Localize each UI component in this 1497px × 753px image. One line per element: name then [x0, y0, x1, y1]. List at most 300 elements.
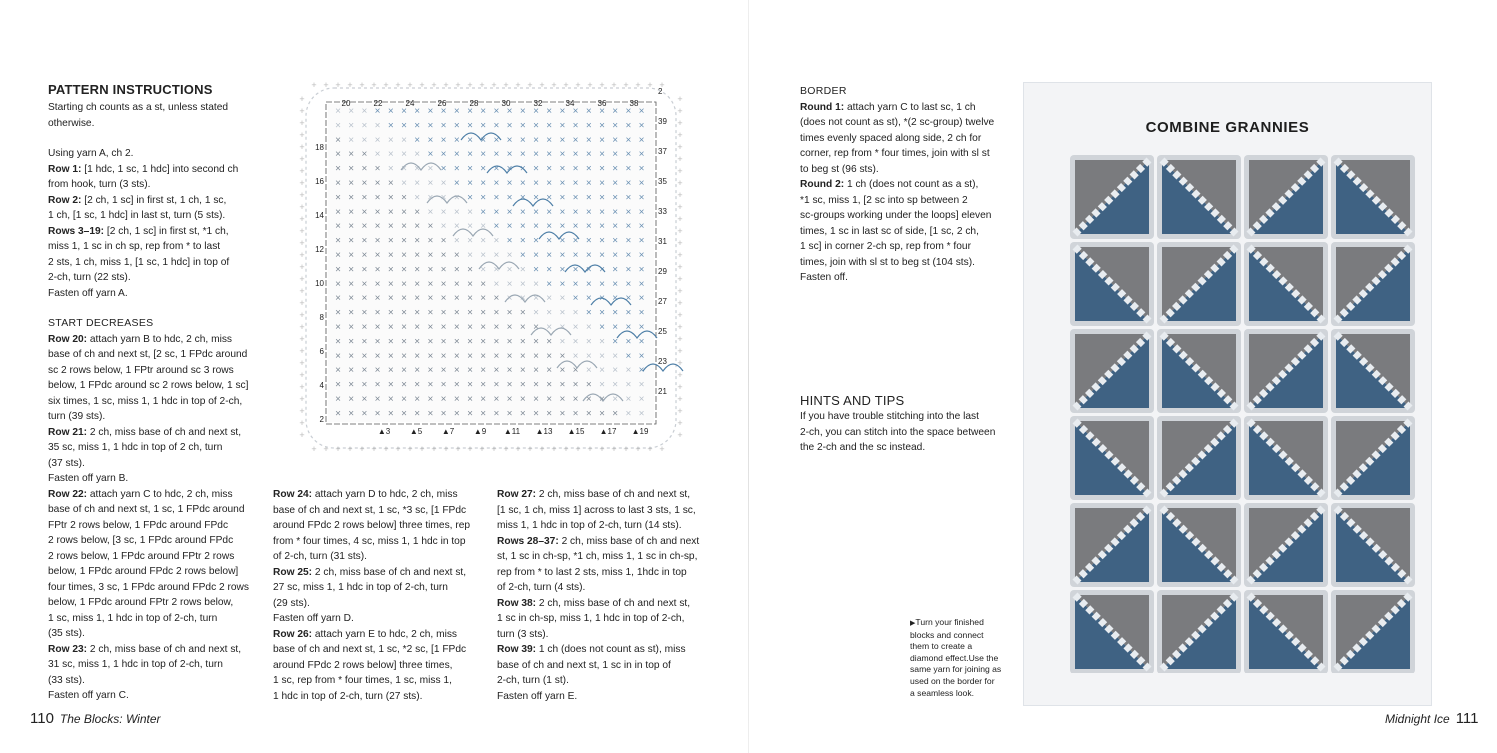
- stitch-symbol: ×: [533, 221, 539, 233]
- stitch-symbol: ×: [335, 106, 341, 117]
- caption-line: ▶Turn your finished: [910, 617, 984, 627]
- chart-row-label: 26: [437, 99, 447, 108]
- stitch-symbol: ×: [493, 408, 500, 420]
- stitch-symbol: ×: [453, 120, 460, 132]
- stitch-symbol: ×: [361, 408, 368, 420]
- instruction-line: [497, 596, 717, 612]
- stitch-symbol: ×: [374, 322, 381, 333]
- chart-row-label: 25: [658, 327, 667, 336]
- stitch-symbol: ×: [414, 350, 421, 362]
- stitch-symbol: ×: [427, 149, 434, 161]
- stitch-symbol: ×: [546, 235, 553, 247]
- stitch-symbol: ×: [638, 322, 645, 333]
- row-text: 1 sc, miss 1, 1 hdc in top of 2-ch, turn: [48, 612, 218, 624]
- row-text: 2 rows below, [3 sc, 1 FPdc around FPdc: [48, 535, 234, 546]
- stitch-symbol: ×: [414, 394, 421, 405]
- stitch-symbol: ×: [387, 336, 394, 348]
- stitch-symbol: ×: [453, 278, 460, 290]
- border-stitch: +: [677, 418, 683, 428]
- stitch-symbol: ×: [506, 408, 513, 420]
- stitch-symbol: ×: [493, 350, 500, 362]
- row-text: 2 ch, miss base of ch and next st,: [312, 566, 467, 578]
- stitch-symbol: ×: [506, 350, 513, 362]
- row-text: (29 sts).: [273, 597, 310, 609]
- chart-row-label: 10: [315, 279, 324, 288]
- stitch-symbol: ×: [348, 120, 355, 132]
- stitch-symbol: ×: [546, 365, 553, 377]
- stitch-symbol: ×: [401, 365, 407, 377]
- row-label: Row 23:: [48, 643, 88, 655]
- instruction-line: [48, 487, 263, 503]
- row-text: 1 sc, rep from * four times, 1 sc, miss 1,: [273, 675, 452, 686]
- stitch-symbol: ×: [401, 379, 407, 391]
- row-text: 2 sts, 1 ch, miss 1, [1 sc, 1 hdc] in top of: [48, 256, 230, 268]
- stitch-symbol: ×: [414, 163, 421, 175]
- stitch-symbol: ×: [467, 336, 473, 348]
- row-text: 2 rows below, 1 FPdc around FPtr 2 rows: [48, 550, 235, 562]
- stitch-symbol: ×: [335, 178, 341, 189]
- stitch-symbol: ×: [401, 163, 407, 175]
- chart-row-label: 27: [658, 297, 667, 306]
- stitch-symbol: ×: [427, 120, 434, 132]
- stitch-symbol: ×: [335, 379, 341, 391]
- stitch-symbol: ×: [533, 365, 539, 377]
- stitch-symbol: ×: [374, 307, 381, 319]
- border-stitch: +: [299, 142, 305, 152]
- border-stitch: +: [623, 80, 629, 90]
- stitch-symbol: ×: [638, 278, 645, 290]
- border-stitch: +: [677, 382, 683, 392]
- stitch-symbol: ×: [374, 235, 381, 247]
- pattern-instructions-column: [48, 82, 263, 704]
- stitch-symbol: ×: [453, 365, 460, 377]
- stitch-symbol: ×: [348, 394, 355, 405]
- stitch-symbol: ×: [638, 293, 645, 305]
- row-label: Row 38:: [497, 597, 537, 609]
- stitch-symbol: ×: [519, 206, 526, 218]
- stitch-symbol: ×: [585, 350, 592, 362]
- stitch-symbol: ×: [414, 221, 421, 233]
- stitch-symbol: ×: [387, 322, 394, 333]
- stitch-symbol: ×: [427, 322, 434, 333]
- instruction-line: [48, 425, 263, 441]
- stitch-symbol: ×: [387, 163, 394, 175]
- stitch-symbol: ×: [493, 163, 500, 175]
- row-text: *1 sc, miss 1, [2 sc into sp between 2: [800, 194, 968, 206]
- border-stitch: +: [467, 80, 473, 90]
- stitch-symbol: ×: [519, 278, 526, 290]
- instruction-line: [48, 456, 263, 472]
- stitch-symbol: ×: [519, 394, 526, 405]
- row-text: attach yarn E to hdc, 2 ch, miss: [312, 628, 458, 640]
- stitch-symbol: ×: [374, 206, 381, 218]
- stitch-symbol: ×: [612, 149, 619, 161]
- stitch-symbol: ×: [638, 106, 645, 117]
- stitch-symbol: ×: [401, 206, 407, 218]
- stitch-symbol: ×: [519, 120, 526, 132]
- stitch-symbol: ×: [414, 365, 421, 377]
- border-stitch: +: [677, 358, 683, 368]
- stitch-symbol: ×: [625, 178, 632, 189]
- instruction-line: [48, 177, 263, 193]
- instruction-line: [48, 378, 263, 394]
- row-text: below, 1 FPdc around FPdc 2 rows below]: [48, 566, 239, 577]
- stitch-symbol: ×: [387, 394, 394, 405]
- instruction-line: [48, 363, 263, 379]
- stitch-symbol: ×: [612, 293, 619, 305]
- instruction-line: [48, 688, 263, 704]
- stitch-symbol: ×: [335, 149, 341, 161]
- row-text: 2 ch, miss base of ch and next st,: [536, 597, 691, 609]
- border-stitch: +: [539, 80, 545, 90]
- stitch-symbol: ×: [533, 307, 539, 319]
- row-text: (does not count as st), *(2 sc-group) twelve: [800, 117, 995, 128]
- row-text: st, 1 sc in ch-sp, *1 ch, miss 1, 1 sc in ch-sp,: [497, 551, 698, 562]
- stitch-symbol: ×: [572, 408, 579, 420]
- border-stitch: +: [395, 444, 401, 454]
- border-stitch: +: [383, 444, 389, 454]
- border-stitch: +: [527, 80, 533, 90]
- row-text: 2 ch, miss base of ch and next st,: [87, 643, 242, 655]
- stitch-symbol: ×: [546, 106, 553, 117]
- stitch-symbol: ×: [348, 149, 355, 161]
- border-stitch: +: [677, 322, 683, 332]
- stitch-symbol: ×: [440, 106, 447, 117]
- stitch-symbol: ×: [480, 206, 487, 218]
- stitch-symbol: ×: [414, 379, 421, 391]
- stitch-symbol: ×: [427, 336, 434, 348]
- row-text: 1 hdc in top of 2-ch, turn (27 sts).: [273, 690, 423, 702]
- chart-row-label: ▲19: [631, 427, 649, 436]
- stitch-symbol: ×: [440, 394, 447, 405]
- stitch-symbol: ×: [414, 235, 421, 247]
- instruction-line: [800, 270, 1015, 286]
- stitch-symbol: ×: [572, 379, 579, 391]
- stitch-symbol: ×: [480, 149, 487, 161]
- chart-row-label: 18: [315, 143, 324, 152]
- stitch-symbol: ×: [638, 408, 645, 420]
- row-text: 2-ch, turn (1 st).: [497, 675, 569, 686]
- stitch-symbol: ×: [480, 250, 487, 261]
- border-stitch: +: [677, 370, 683, 380]
- stitch-symbol: ×: [599, 394, 605, 405]
- row-text: (37 sts).: [48, 457, 85, 469]
- stitch-symbol: ×: [612, 120, 619, 132]
- row-text: Fasten off yarn E.: [497, 690, 578, 702]
- row-text: Fasten off yarn B.: [48, 473, 129, 484]
- stitch-symbol: ×: [572, 350, 579, 362]
- chart-row-label: 23: [658, 357, 667, 366]
- row-text: from hook, turn (3 sts).: [48, 179, 151, 190]
- stitch-symbol: ×: [361, 206, 368, 218]
- stitch-symbol: ×: [348, 365, 355, 377]
- chart-row-label: 35: [658, 177, 667, 186]
- stitch-symbol: ×: [453, 350, 460, 362]
- instruction-line: [48, 162, 263, 178]
- stitch-symbol: ×: [414, 250, 421, 261]
- stitch-symbol: ×: [387, 365, 394, 377]
- stitch-symbol: ×: [427, 192, 434, 204]
- stitch-symbol: ×: [467, 221, 473, 233]
- stitch-symbol: ×: [506, 163, 513, 175]
- instruction-line: [48, 270, 263, 286]
- border-stitch: +: [371, 80, 377, 90]
- stitch-symbol: ×: [546, 336, 553, 348]
- stitch-symbol: ×: [493, 307, 500, 319]
- stitch-symbol: ×: [361, 322, 368, 333]
- row-text: Starting ch counts as a st, unless stated: [48, 102, 229, 113]
- border-stitch: +: [299, 322, 305, 332]
- border-stitch: +: [677, 202, 683, 212]
- instruction-line: [497, 487, 717, 503]
- stitch-symbol: ×: [533, 394, 539, 405]
- left-folio: [30, 710, 161, 727]
- border-stitch: +: [587, 444, 593, 454]
- stitch-symbol: ×: [387, 235, 394, 247]
- stitch-symbol: ×: [559, 379, 566, 391]
- stitch-symbol: ×: [480, 178, 487, 189]
- stitch-symbol: ×: [559, 221, 566, 233]
- stitch-symbol: ×: [572, 336, 579, 348]
- stitch-symbol: ×: [599, 120, 605, 132]
- row-text: below, 1 FPdc around sc 2 rows below, 1 sc]: [48, 380, 249, 391]
- chart-row-label: ▲9: [473, 427, 487, 436]
- stitch-symbol: ×: [440, 350, 447, 362]
- stitch-symbol: ×: [335, 206, 341, 218]
- stitch-symbol: ×: [361, 192, 368, 204]
- stitch-symbol: ×: [453, 307, 460, 319]
- border-stitch: +: [299, 430, 305, 440]
- stitch-symbol: ×: [506, 379, 513, 391]
- instruction-line: [497, 627, 717, 643]
- stitch-symbol: ×: [612, 408, 619, 420]
- stitch-symbol: ×: [467, 235, 473, 247]
- row-text: around FPdc 2 rows below] three times, rep: [273, 520, 471, 531]
- chart-row-label: ▲11: [503, 427, 521, 436]
- row-text: base of ch and next st, 1 sc, *3 sc, [1 FPdc: [273, 504, 467, 516]
- stitch-symbol: ×: [361, 336, 368, 348]
- border-stitch: +: [677, 334, 683, 344]
- stitch-symbol: ×: [348, 178, 355, 189]
- stitch-symbol: ×: [638, 134, 645, 146]
- stitch-symbol: ×: [348, 134, 355, 146]
- border-stitch: +: [431, 444, 437, 454]
- border-stitch: +: [299, 178, 305, 188]
- stitch-symbol: ×: [533, 350, 539, 362]
- stitch-symbol: ×: [401, 134, 407, 146]
- stitch-symbol: ×: [427, 221, 434, 233]
- photo-title: COMBINE GRANNIES: [1145, 119, 1310, 136]
- stitch-symbol: ×: [440, 307, 447, 319]
- stitch-symbol: ×: [361, 235, 368, 247]
- border-stitch: +: [677, 118, 683, 128]
- stitch-symbol: ×: [453, 394, 460, 405]
- border-stitch: +: [491, 444, 497, 454]
- border-stitch: +: [299, 274, 305, 284]
- stitch-symbol: ×: [401, 278, 407, 290]
- instruction-line: [48, 642, 263, 658]
- stitch-symbol: ×: [335, 192, 341, 204]
- border-stitch: +: [299, 406, 305, 416]
- stitch-symbol: ×: [374, 120, 381, 132]
- stitch-symbol: ×: [625, 221, 632, 233]
- border-stitch: +: [299, 298, 305, 308]
- instruction-line: [48, 471, 263, 487]
- stitch-symbol: ×: [612, 250, 619, 261]
- row-text: of 2-ch, turn (31 sts).: [273, 551, 367, 562]
- border-stitch: +: [443, 80, 449, 90]
- stitch-symbol: ×: [348, 250, 355, 261]
- chart-row-label: 31: [658, 237, 667, 246]
- stitch-symbol: ×: [612, 134, 619, 146]
- stitch-symbol: ×: [506, 106, 513, 117]
- stitch-symbol: ×: [585, 379, 592, 391]
- stitch-symbol: ×: [625, 322, 632, 333]
- stitch-symbol: ×: [559, 365, 566, 377]
- border-stitch: +: [677, 106, 683, 116]
- stitch-symbol: ×: [348, 322, 355, 333]
- stitch-symbol: ×: [440, 178, 447, 189]
- stitch-symbol: ×: [348, 408, 355, 420]
- border-stitch: +: [299, 382, 305, 392]
- stitch-symbol: ×: [467, 192, 473, 204]
- instruction-line: [48, 100, 263, 116]
- stitch-symbol: ×: [559, 408, 566, 420]
- stitch-symbol: ×: [638, 350, 645, 362]
- row-label: Round 1:: [800, 101, 845, 113]
- chart-row-label: ▲7: [441, 427, 455, 436]
- border-stitch: +: [503, 444, 509, 454]
- instruction-line: [48, 394, 263, 410]
- stitch-symbol: ×: [519, 250, 526, 261]
- stitch-symbol: ×: [348, 163, 355, 175]
- stitch-symbol: ×: [440, 293, 447, 305]
- stitch-symbol: ×: [361, 250, 368, 261]
- stitch-symbol: ×: [585, 278, 592, 290]
- stitch-symbol: ×: [387, 293, 394, 305]
- instruction-line: [800, 255, 1015, 271]
- instruction-line: [48, 549, 263, 565]
- stitch-symbol: ×: [546, 394, 553, 405]
- stitch-symbol: ×: [546, 278, 553, 290]
- chart-row-label: 28: [469, 99, 479, 108]
- stitch-symbol: ×: [348, 192, 355, 204]
- stitch-symbol: ×: [625, 134, 632, 146]
- stitch-symbol: ×: [625, 278, 632, 290]
- stitch-symbol: ×: [625, 365, 632, 377]
- stitch-symbol: ×: [361, 264, 368, 276]
- row-text: 2 ch, miss base of ch and next st,: [536, 489, 691, 500]
- stitch-symbol: ×: [361, 293, 368, 305]
- border-stitch: +: [455, 444, 461, 454]
- stitch-symbol: ×: [533, 134, 539, 146]
- stitch-symbol: ×: [387, 278, 394, 290]
- stitch-symbol: ×: [493, 336, 500, 348]
- stitch-symbol: ×: [493, 250, 500, 261]
- row-text: [2 ch, 1 sc] in first st, *1 ch,: [104, 225, 229, 237]
- stitch-symbol: ×: [374, 106, 381, 117]
- stitch-symbol: ×: [638, 206, 645, 218]
- stitch-symbol: ×: [414, 206, 421, 218]
- row-text: Fasten off.: [800, 272, 848, 283]
- instruction-line: [800, 409, 1015, 425]
- stitch-symbol: ×: [374, 149, 381, 161]
- stitch-symbol: ×: [387, 192, 394, 204]
- instruction-line: [48, 146, 263, 162]
- border-stitch: +: [407, 444, 413, 454]
- stitch-symbol: ×: [493, 235, 500, 247]
- stitch-symbol: ×: [612, 394, 619, 405]
- stitch-symbol: ×: [453, 163, 460, 175]
- stitch-symbol: ×: [348, 350, 355, 362]
- chart-row-label: ▲13: [535, 427, 553, 436]
- row-label: Round 2:: [800, 179, 845, 190]
- instruction-line: [48, 347, 263, 363]
- stitch-symbol: ×: [335, 278, 341, 290]
- stitch-symbol: ×: [453, 336, 460, 348]
- instruction-line: [273, 673, 493, 689]
- page-gutter: [748, 0, 749, 753]
- stitch-symbol: ×: [335, 336, 341, 348]
- stitch-symbol: ×: [572, 206, 579, 218]
- row-text: base of ch and next st, 1 sc, *2 sc, [1 FPdc: [273, 644, 467, 655]
- stitch-symbol: ×: [374, 221, 381, 233]
- border-stitch: +: [299, 310, 305, 320]
- chart-row-label: 8: [319, 313, 324, 322]
- instruction-line: [48, 332, 263, 348]
- stitch-symbol: ×: [401, 221, 407, 233]
- stitch-symbol: ×: [361, 120, 368, 132]
- stitch-symbol: ×: [559, 394, 566, 405]
- stitch-symbol: ×: [440, 163, 447, 175]
- stitch-symbol: ×: [572, 365, 579, 377]
- stitch-symbol: ×: [453, 264, 460, 276]
- stitch-symbol: ×: [348, 379, 355, 391]
- stitch-symbol: ×: [559, 106, 566, 117]
- instruction-line: [273, 627, 493, 643]
- border-stitch: +: [299, 106, 305, 116]
- instruction-line: [48, 116, 263, 132]
- stitch-symbol: ×: [599, 206, 605, 218]
- stitch-symbol: ×: [440, 336, 447, 348]
- chart-row-label: 34: [565, 99, 575, 108]
- instruction-line: [273, 642, 493, 658]
- instruction-line: [48, 208, 263, 224]
- stitch-symbol: ×: [453, 322, 460, 333]
- border-stitch: +: [677, 94, 683, 104]
- border-stitch: +: [677, 178, 683, 188]
- stitch-symbol: ×: [519, 336, 526, 348]
- stitch-symbol: ×: [335, 322, 341, 333]
- stitch-symbol: ×: [599, 336, 605, 348]
- row-text: six times, 1 sc, miss 1, 1 hdc in top of 2-ch,: [48, 395, 243, 407]
- stitch-symbol: ×: [585, 307, 592, 319]
- stitch-symbol: ×: [546, 307, 553, 319]
- subheading: START DECREASES: [48, 317, 154, 329]
- row-text: [2 ch, 1 sc] in first st, 1 ch, 1 sc,: [81, 194, 227, 206]
- row-text: turn (39 sts).: [48, 411, 106, 422]
- border-stitch: +: [677, 250, 683, 260]
- stitch-symbol: ×: [599, 106, 605, 117]
- stitch-symbol: ×: [572, 394, 579, 405]
- instruction-line: [273, 658, 493, 674]
- stitch-symbol: ×: [493, 365, 500, 377]
- row-text: to beg st (96 sts).: [800, 163, 879, 175]
- stitch-symbol: ×: [335, 120, 341, 132]
- stitch-symbol: ×: [361, 350, 368, 362]
- stitch-symbol: ×: [519, 293, 526, 305]
- chart-row-label: 2: [658, 87, 663, 96]
